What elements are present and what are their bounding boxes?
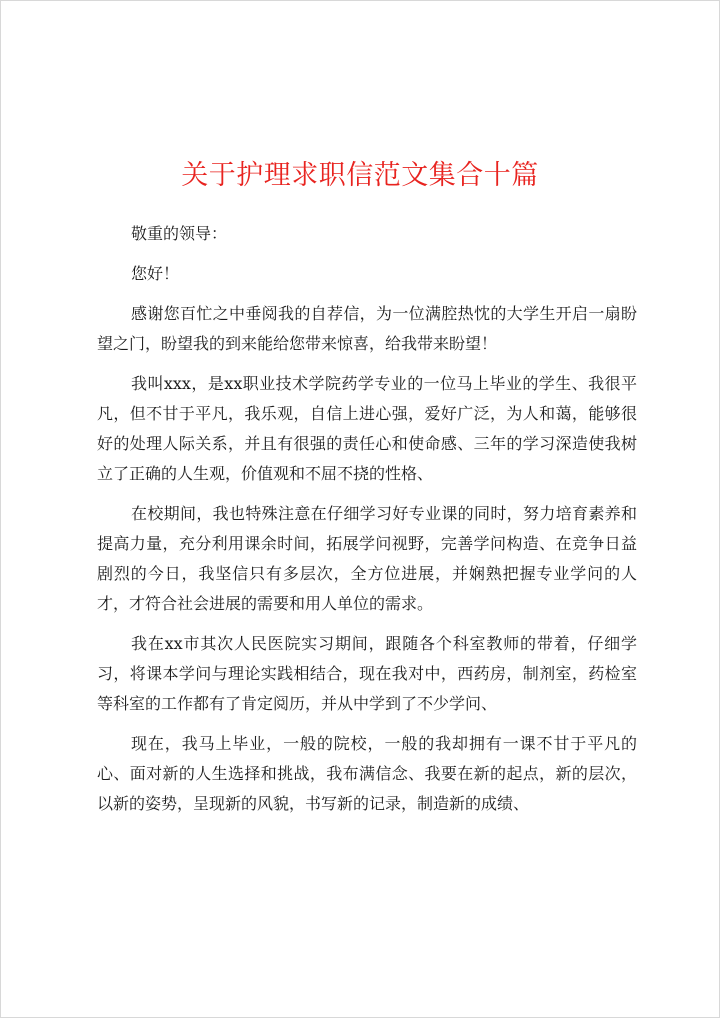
paragraph: 我叫xxx，是xx职业技术学院药学专业的一位马上毕业的学生、我很平凡，但不甘于平凡，我乐观，自信上进心强，爱好广泛，为人和蔼，能够很好的处理人际关系，并且有很强的责任心和使命感、三年的学习深造使我树立了正确的人生观，价值观和不屈不挠的性格、 xyxy=(97,374,637,483)
paragraph-salutation: 敬重的领导： xyxy=(131,224,228,243)
paragraph: 我在xx市其次人民医院实习期间，跟随各个科室教师的带着，仔细学习，将课本学问与理论实践相结合，现在我对中，西药房，制剂室，药检室等科室的工作都有了肯定阅历，并从中学到了不少学问、 xyxy=(97,634,637,713)
paragraph-greeting: 您好！ xyxy=(131,264,180,283)
paragraph: 感谢您百忙之中垂阅我的自荐信，为一位满腔热忱的大学生开启一扇盼望之门，盼望我的到来能给您带来惊喜，给我带来盼望！ xyxy=(97,304,637,353)
paragraph: 在校期间，我也特殊注意在仔细学习好专业课的同时，努力培育素养和提高力量，充分利用课余时间，拓展学问视野，完善学问构造、在竞争日益剧烈的今日，我坚信只有多层次，全方位进展，并娴熟把握专业学问的人才，才符合社会进展的需要和用人单位的需求。 xyxy=(97,504,637,613)
document-body xyxy=(97,219,637,829)
document-title: 关于护理求职信范文集合十篇 xyxy=(181,160,539,191)
paragraph: 现在，我马上毕业，一般的院校，一般的我却拥有一课不甘于平凡的心、面对新的人生选择和挑战，我布满信念、我要在新的起点，新的层次，以新的姿势，呈现新的风貌，书写新的记录，制造新的成绩、 xyxy=(97,734,637,813)
